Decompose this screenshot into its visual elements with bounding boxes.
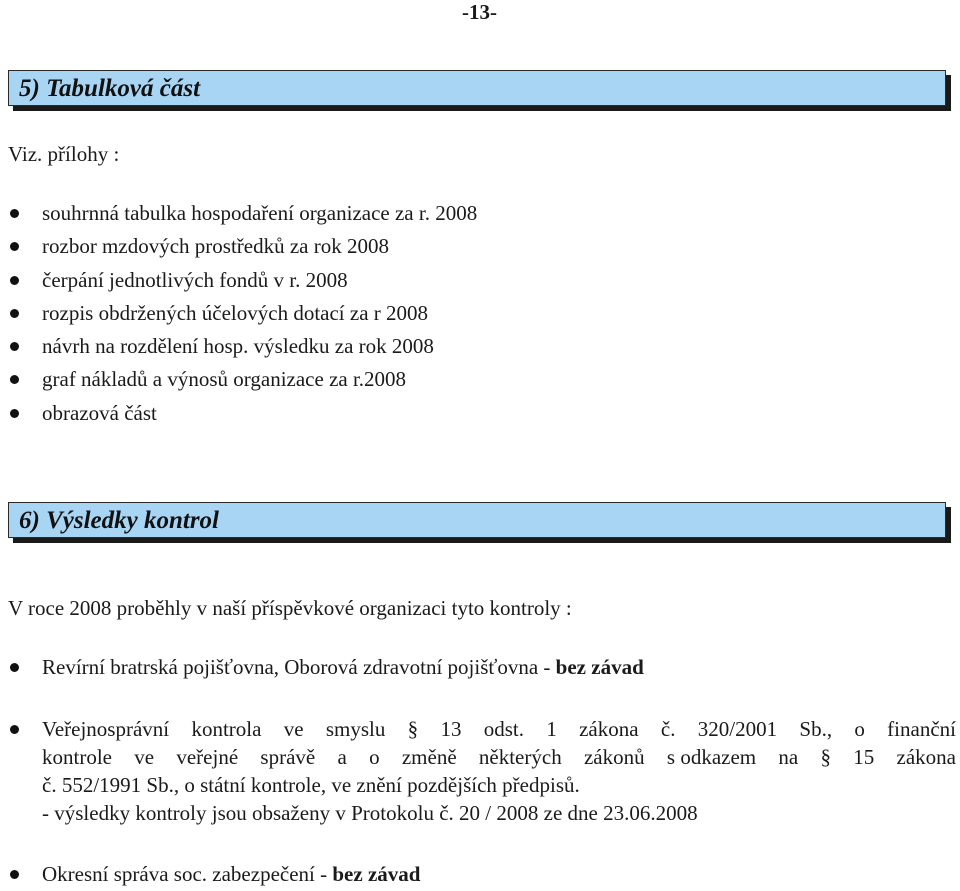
bullet-icon [10,242,19,251]
section-6-title: 6) Výsledky kontrol [19,507,219,534]
bullet-icon [10,409,19,418]
word: č. [660,717,676,741]
word: některých [478,745,562,769]
paragraph-line [42,715,956,743]
paragraph-line [42,743,956,771]
bullet-icon [10,725,19,734]
section-5-header [8,70,946,106]
word: zákonů [583,745,645,769]
word: 13 [440,717,462,741]
bullet-icon [10,342,19,351]
word: s odkazem [666,745,757,769]
word: kontrole [42,745,112,769]
list-item: návrh na rozdělení hosp. výsledku za rok 2008 [0,330,477,363]
section-6-header [8,502,946,538]
word: kontrola [191,717,262,741]
result-no-defects: bez závad [332,862,421,886]
word: § [820,745,831,769]
attachments-list [0,197,477,430]
word: správě [260,745,316,769]
bullet-icon [10,276,19,285]
bullet-icon [10,663,19,672]
bullet-icon [10,209,19,218]
word: 15 [853,745,875,769]
section-6-intro: V roce 2008 proběhly v naší příspěvkové organizaci tyto kontroly : [8,596,572,620]
word: Sb., [799,717,833,741]
word: o [369,745,380,769]
list-item: rozbor mzdových prostředků za rok 2008 [0,230,477,263]
word: 1 [546,717,557,741]
word: ve [283,717,304,741]
section-5-intro: Viz. přílohy : [8,142,120,166]
word: finanční [887,717,956,741]
list-item: čerpání jednotlivých fondů v r. 2008 [0,264,477,297]
word: o [854,717,865,741]
list-item: rozpis obdržených účelových dotací za r 2008 [0,297,477,330]
word: 320/2001 [697,717,778,741]
word: a [337,745,347,769]
list-item: souhrnná tabulka hospodaření organizace za r. 2008 [0,197,477,230]
result-no-defects: bez závad [555,655,644,679]
word: odst. [483,717,525,741]
list-item: graf nákladů a výnosů organizace za r.2008 [0,363,477,396]
word: § [407,717,419,741]
bullet-icon [10,375,19,384]
word: zákona [896,745,956,769]
word: ve [134,745,155,769]
word: Veřejnosprávní [42,717,170,741]
section-5-title: 5) Tabulková část [19,75,201,102]
paragraph-line: č. 552/1991 Sb., o státní kontrole, ve znění pozdějších předpisů. [42,773,580,797]
list-item: obrazová část [0,397,477,430]
paragraph-line: - výsledky kontroly jsou obsaženy v Protokolu č. 20 / 2008 ze dne 23.06.2008 [42,801,698,825]
page-number: -13- [462,0,497,24]
bullet-icon [10,870,19,879]
word: na [778,745,799,769]
word: změně [401,745,457,769]
word: veřejné [176,745,239,769]
word: smyslu [325,717,386,741]
word: zákona [579,717,639,741]
bullet-icon [10,309,19,318]
